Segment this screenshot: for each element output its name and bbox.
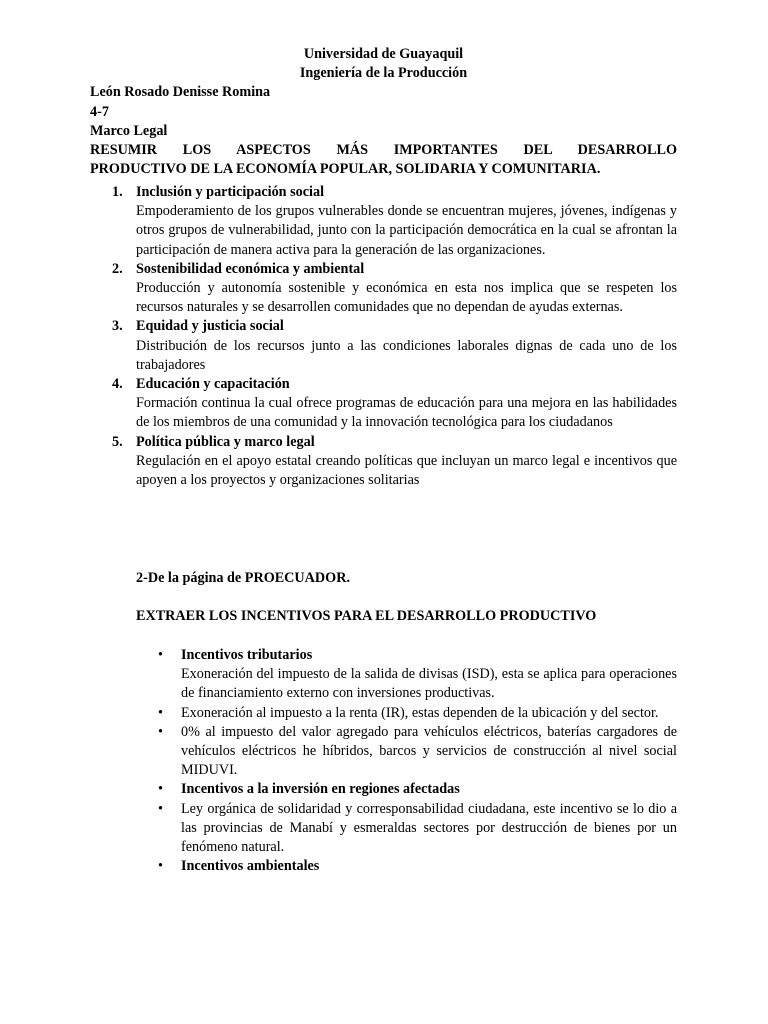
incentive-text: Exoneración al impuesto a la renta (IR), estas dependen de la ubicación y del sector. bbox=[181, 704, 659, 721]
incentive-text: 0% al impuesto del valor agregado para vehículos eléctricos, baterías cargadores de vehículos eléctricos he híbridos, barcos y servicios de construcción al nivel social MIDUVI. bbox=[181, 723, 677, 779]
course-code: 4-7 bbox=[90, 103, 109, 120]
summary-item-text: Empoderamiento de los grupos vulnerables donde se encuentran mujeres, jóvenes, indígenas y otros grupos de vulnerabilidad, junto con la participación democrática en la cual se afrontan la participación de manera activa para la generación de las organizaciones. bbox=[136, 203, 677, 258]
summary-item-number: 3. bbox=[112, 318, 123, 335]
incentive-item bbox=[136, 857, 677, 876]
summary-item bbox=[90, 260, 677, 318]
summary-item-text: Distribución de los recursos junto a las condiciones laborales dignas de cada uno de los trabajadores bbox=[136, 337, 677, 373]
subject-name: Marco Legal bbox=[90, 122, 168, 139]
summary-item bbox=[90, 433, 677, 491]
incentive-title: Incentivos tributarios bbox=[181, 647, 313, 663]
summary-item-number: 4. bbox=[112, 376, 123, 393]
incentive-item bbox=[136, 704, 677, 723]
bullet-icon: • bbox=[158, 723, 163, 740]
summary-list bbox=[90, 183, 677, 490]
summary-item-text: Producción y autonomía sostenible y económica en esta nos implica que se respeten los recursos naturales y se desarrollen comunidades que no dependan de ayudas externas. bbox=[136, 280, 677, 316]
summary-item-title: Inclusión y participación social bbox=[136, 184, 325, 200]
incentive-item bbox=[136, 800, 677, 858]
incentive-text: Exoneración del impuesto de la salida de divisas (ISD), esta se aplica para operaciones de financiamiento externo con inversiones productivas. bbox=[181, 666, 677, 702]
summary-item-title: Equidad y justicia social bbox=[136, 318, 284, 335]
bullet-icon: • bbox=[158, 858, 163, 875]
incentive-item bbox=[136, 780, 677, 799]
summary-item-title: Política pública y marco legal bbox=[136, 433, 315, 450]
summary-item-title: Educación y capacitación bbox=[136, 376, 290, 393]
bullet-icon: • bbox=[158, 800, 163, 817]
university-name: Universidad de Guayaquil bbox=[303, 46, 464, 62]
instruction-line-2: PRODUCTIVO DE LA ECONOMÍA POPULAR, SOLIDARIA Y COMUNITARIA. bbox=[90, 161, 601, 178]
incentives-list bbox=[136, 646, 677, 876]
summary-item bbox=[90, 317, 677, 375]
incentive-title: Incentivos a la inversión en regiones afectadas bbox=[181, 781, 460, 798]
incentive-item bbox=[136, 723, 677, 781]
faculty-name: Ingeniería de la Producción bbox=[299, 65, 468, 82]
summary-item-text: Regulación en el apoyo estatal creando políticas que incluyan un marco legal e incentivos que apoyen a los proyectos y organizaciones solitarias bbox=[136, 452, 677, 489]
bullet-icon: • bbox=[158, 647, 163, 663]
incentive-title: Incentivos ambientales bbox=[181, 858, 320, 875]
section-subheading: EXTRAER LOS INCENTIVOS PARA EL DESARROLLO PRODUCTIVO bbox=[136, 608, 597, 624]
summary-item-number: 5. bbox=[112, 433, 123, 450]
student-name: León Rosado Denisse Romina bbox=[90, 84, 271, 101]
bullet-icon: • bbox=[158, 704, 163, 721]
summary-item-number: 1. bbox=[112, 184, 123, 200]
summary-item-number: 2. bbox=[112, 260, 123, 277]
bullet-icon: • bbox=[158, 781, 163, 798]
incentive-text: Ley orgánica de solidaridad y corresponsabilidad ciudadana, este incentivo se lo dio a las provincias de Manabí y esmeraldas sectores por destrucción de bienes por un fenómeno natural. bbox=[181, 800, 677, 856]
incentive-item bbox=[136, 646, 677, 704]
instruction-line-1: RESUMIR LOS ASPECTOS MÁS IMPORTANTES DEL DESARROLLO bbox=[90, 142, 677, 159]
summary-item bbox=[90, 375, 677, 433]
summary-item bbox=[90, 183, 677, 260]
summary-item-text: Formación continua la cual ofrece programas de educación para una mejora en las habilidades de los miembros de una comunidad y la innovación tecnológica para los ciudadanos bbox=[136, 395, 677, 431]
section-heading: 2-De la página de PROECUADOR. bbox=[136, 570, 350, 586]
document-header bbox=[90, 45, 677, 179]
summary-item-title: Sostenibilidad económica y ambiental bbox=[136, 260, 365, 277]
